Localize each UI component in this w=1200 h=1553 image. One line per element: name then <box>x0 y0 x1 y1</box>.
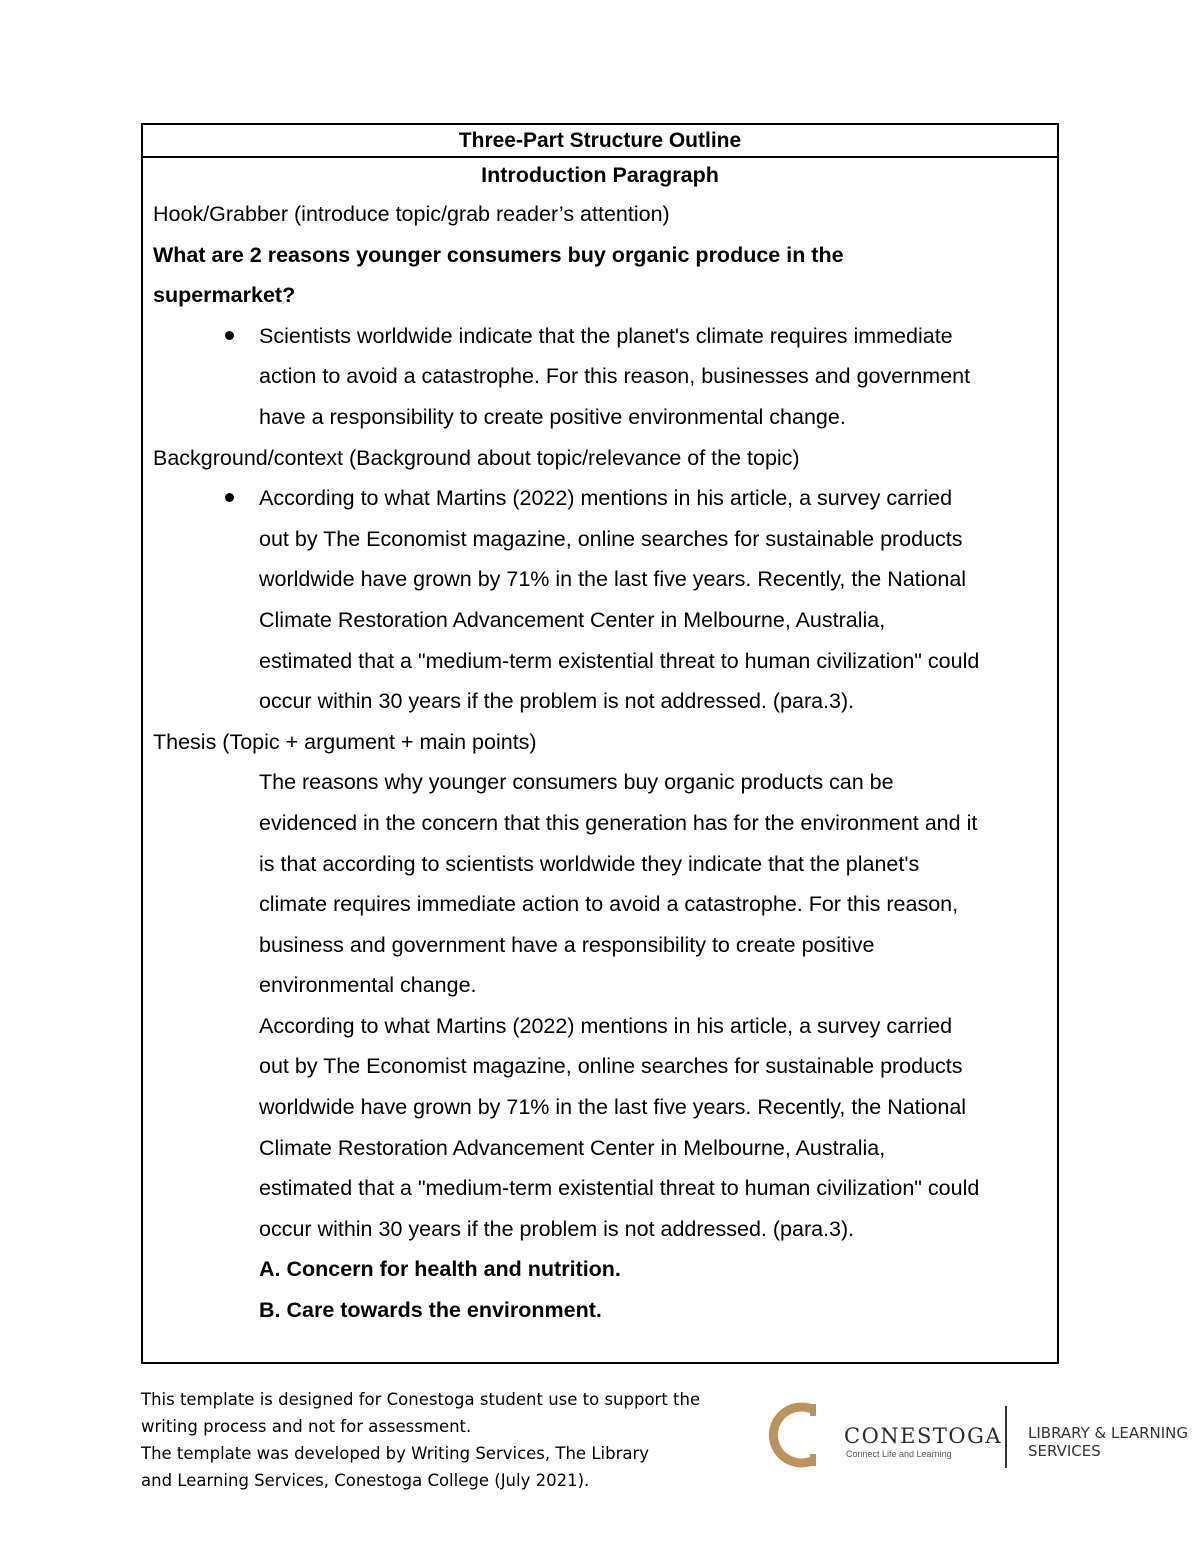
bullet-line: have a responsibility to create positive environmental change. <box>259 404 846 429</box>
paragraph-line: is that according to scientists worldwide they indicate that the planet's <box>259 851 920 876</box>
logo-department <box>1028 1424 1188 1460</box>
paragraph-line: estimated that a "medium-term existential threat to human civilization" could <box>259 1176 980 1201</box>
background-bullet <box>153 478 1047 722</box>
background-label: Background/context (Background about topic/relevance of the topic) <box>153 445 800 470</box>
conestoga-logo <box>766 1402 1198 1472</box>
footer-note <box>141 1386 761 1494</box>
footer-line: writing process and not for assessment. <box>141 1417 472 1436</box>
question-line: What are 2 reasons younger consumers buy organic produce in the <box>153 242 844 267</box>
logo-department-line: LIBRARY & LEARNING <box>1028 1424 1189 1442</box>
bullet-line: out by The Economist magazine, online searches for sustainable products <box>259 526 963 551</box>
thesis-paragraph-1 <box>153 762 1047 1006</box>
footer-line: This template is designed for Conestoga student use to support the <box>141 1390 701 1409</box>
bullet-line: Climate Restoration Advancement Center in Melbourne, Australia, <box>259 607 886 632</box>
paragraph-line: environmental change. <box>259 973 477 998</box>
bullet-line: occur within 30 years if the problem is not addressed. (para.3). <box>259 689 855 714</box>
paragraph-line: According to what Martins (2022) mentions in his article, a survey carried <box>259 1013 953 1038</box>
paragraph-line: The reasons why younger consumers buy organic products can be <box>259 770 894 795</box>
logo-wordmark: CONESTOGA <box>844 1424 1003 1448</box>
bullet-line: action to avoid a catastrophe. For this reason, businesses and government <box>259 364 971 389</box>
main-point-b: B. Care towards the environment. <box>259 1298 602 1323</box>
bullet-icon <box>225 331 234 340</box>
table-header: Three-Part Structure Outline <box>143 125 1057 158</box>
paragraph-line: Climate Restoration Advancement Center in Melbourne, Australia, <box>259 1135 886 1160</box>
question-line: supermarket? <box>153 283 296 308</box>
logo-department-line: SERVICES <box>1028 1442 1101 1460</box>
outline-table <box>141 123 1059 1364</box>
paragraph-line: climate requires immediate action to avoid a catastrophe. For this reason, <box>259 892 959 917</box>
section-title: Introduction Paragraph <box>481 163 719 187</box>
thesis-label: Thesis (Topic + argument + main points) <box>153 729 537 754</box>
thesis-paragraph-2 <box>153 1006 1047 1250</box>
bullet-line: Scientists worldwide indicate that the planet's climate requires immediate <box>259 323 953 348</box>
bullet-line: worldwide have grown by 71% in the last five years. Recently, the National <box>259 567 967 592</box>
paragraph-line: out by The Economist magazine, online searches for sustainable products <box>259 1054 963 1079</box>
bullet-icon <box>225 493 234 502</box>
table-body <box>143 158 1057 1331</box>
paragraph-line: business and government have a responsibility to create positive <box>259 932 875 957</box>
paragraph-line: occur within 30 years if the problem is not addressed. (para.3). <box>259 1216 855 1241</box>
logo-tagline: Connect Life and Learning <box>846 1449 952 1459</box>
bullet-line: According to what Martins (2022) mentions in his article, a survey carried <box>259 486 953 511</box>
conestoga-c-logo-icon <box>766 1402 832 1468</box>
bullet-line: estimated that a "medium-term existential threat to human civilization" could <box>259 648 980 673</box>
logo-divider <box>1005 1406 1007 1468</box>
paragraph-line: worldwide have grown by 71% in the last five years. Recently, the National <box>259 1095 967 1120</box>
paragraph-line: evidenced in the concern that this generation has for the environment and it <box>259 810 978 835</box>
footer-line: The template was developed by Writing Services, The Library <box>141 1444 650 1463</box>
main-point-a: A. Concern for health and nutrition. <box>259 1257 621 1282</box>
hook-label: Hook/Grabber (introduce topic/grab reader’s attention) <box>153 202 670 226</box>
footer-line: and Learning Services, Conestoga College (July 2021). <box>141 1471 590 1490</box>
hook-bullet <box>153 316 1047 438</box>
